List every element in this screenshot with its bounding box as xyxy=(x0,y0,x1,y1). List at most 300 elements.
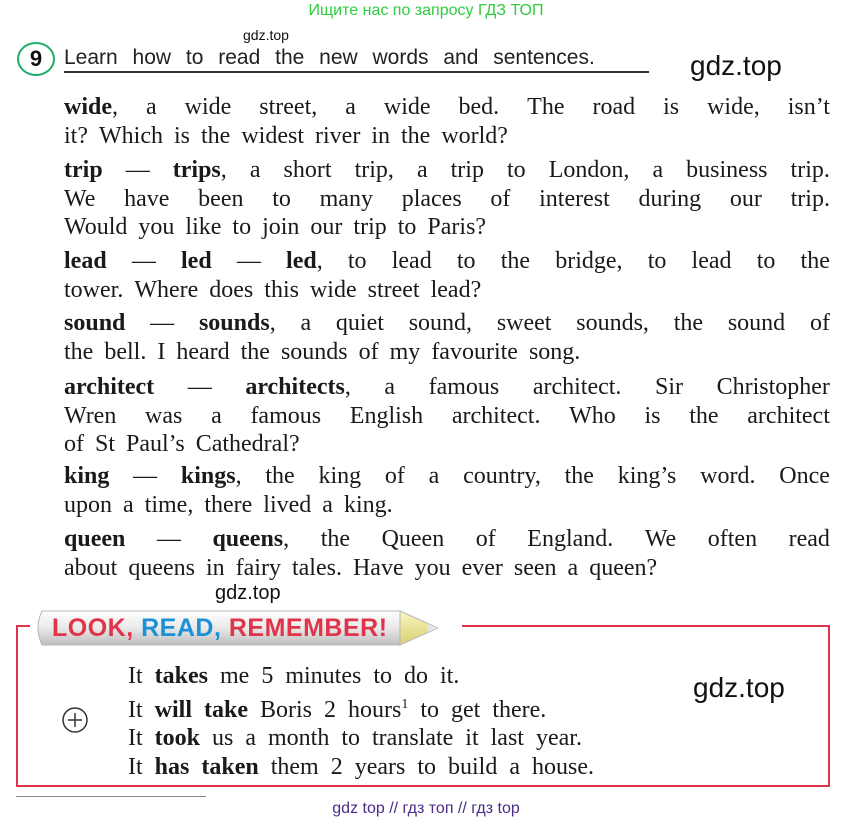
footnote-marker: 1 xyxy=(401,696,409,712)
word xyxy=(123,491,134,520)
word xyxy=(353,213,386,242)
word xyxy=(181,462,242,491)
text-segment: trip, xyxy=(354,157,394,183)
text-segment: there xyxy=(204,491,253,518)
text-segment: Once xyxy=(779,463,830,489)
text-segment: in xyxy=(371,122,390,149)
headword: trip xyxy=(64,157,103,183)
word xyxy=(409,309,472,338)
word xyxy=(700,462,755,491)
headword: sound xyxy=(64,310,126,336)
word xyxy=(132,247,156,276)
word xyxy=(145,491,194,520)
word xyxy=(390,338,421,367)
text-segment: of xyxy=(384,463,405,489)
text-segment: world? xyxy=(441,122,508,149)
headword: lead xyxy=(64,248,107,274)
word xyxy=(64,430,84,459)
word xyxy=(263,491,311,520)
word xyxy=(589,554,657,583)
word xyxy=(791,185,830,214)
word xyxy=(717,373,830,402)
text-segment: bed. xyxy=(458,94,500,120)
entry-line xyxy=(64,491,830,520)
word xyxy=(371,122,390,151)
text-segment: , xyxy=(316,248,323,274)
text-segment: It xyxy=(128,753,155,780)
text-segment: the xyxy=(500,248,531,274)
text-segment: Paul’s xyxy=(126,431,185,457)
text-segment: — xyxy=(131,248,156,274)
word xyxy=(462,554,503,583)
text-segment: my xyxy=(389,338,421,365)
word xyxy=(64,122,88,151)
rule-sentence xyxy=(128,724,594,753)
text-segment: a xyxy=(384,374,396,400)
word xyxy=(138,213,174,242)
text-segment: king’s xyxy=(617,463,677,489)
text-segment: St xyxy=(95,431,116,457)
text-segment: queens xyxy=(128,554,195,581)
text-segment: tower. xyxy=(64,276,124,303)
word xyxy=(206,554,225,583)
word xyxy=(757,247,776,276)
word xyxy=(64,276,123,305)
headword: queens xyxy=(212,526,284,552)
rule-sentence xyxy=(128,691,594,725)
word xyxy=(310,213,342,242)
text-segment: a xyxy=(249,157,261,183)
text-segment: the xyxy=(320,526,351,552)
text-segment: interest xyxy=(539,185,610,212)
word xyxy=(315,122,360,151)
word xyxy=(402,185,462,214)
text-segment: Cathedral? xyxy=(195,431,300,457)
entry-line xyxy=(64,309,830,338)
word xyxy=(95,430,115,459)
word xyxy=(728,309,785,338)
text-segment: , xyxy=(269,310,276,336)
headword: takes xyxy=(154,663,209,689)
word xyxy=(300,309,311,338)
text-segment: upon xyxy=(64,491,112,518)
word xyxy=(126,430,185,459)
text-segment: you xyxy=(138,214,175,240)
text-segment: bridge, xyxy=(555,248,623,274)
text-segment: to get there. xyxy=(408,696,547,723)
remember-word: REMEMBER! xyxy=(228,614,388,642)
word xyxy=(173,156,227,185)
text-segment: to xyxy=(397,214,417,240)
word xyxy=(64,462,109,491)
text-segment: Which xyxy=(99,122,163,149)
text-segment: does xyxy=(209,276,254,303)
word xyxy=(568,554,579,583)
text-segment: have xyxy=(124,185,170,212)
text-segment: — xyxy=(156,526,181,552)
word xyxy=(645,525,676,554)
word xyxy=(262,213,299,242)
text-segment: about xyxy=(64,554,118,581)
word xyxy=(417,156,428,185)
word xyxy=(565,462,594,491)
word xyxy=(708,525,757,554)
text-segment: was xyxy=(145,402,183,429)
text-segment: seen xyxy=(513,554,557,581)
word xyxy=(692,247,732,276)
text-segment: a xyxy=(652,157,664,183)
text-segment: favourite xyxy=(431,338,518,365)
word xyxy=(507,156,526,185)
word xyxy=(196,430,300,459)
word xyxy=(64,554,117,583)
word xyxy=(344,491,393,520)
headword: led xyxy=(181,248,212,274)
word xyxy=(501,247,530,276)
text-segment: to xyxy=(507,157,526,183)
word xyxy=(64,491,112,520)
vocabulary-entry xyxy=(64,373,830,459)
rule-sentence xyxy=(128,753,594,782)
word xyxy=(201,122,230,151)
word xyxy=(64,93,118,122)
text-segment: join xyxy=(262,214,300,240)
text-segment: song. xyxy=(528,338,581,365)
headword: trips xyxy=(172,157,221,183)
word xyxy=(431,276,482,305)
text-segment: the xyxy=(240,338,270,365)
exercise-number-badge: 9 xyxy=(17,42,55,76)
word xyxy=(321,525,350,554)
entry-line xyxy=(64,93,830,122)
word xyxy=(429,462,440,491)
text-segment: our xyxy=(729,185,762,212)
text-segment: isn’t xyxy=(787,94,830,120)
word xyxy=(124,185,169,214)
word xyxy=(401,122,430,151)
word xyxy=(284,156,332,185)
text-segment: of xyxy=(475,526,496,552)
text-segment: the xyxy=(265,463,295,489)
text-segment: architect. xyxy=(451,402,541,429)
entry-line xyxy=(64,247,830,276)
word xyxy=(259,93,317,122)
word xyxy=(146,93,157,122)
text-segment: the xyxy=(689,402,719,429)
text-segment: in xyxy=(205,554,225,581)
word xyxy=(348,247,367,276)
word xyxy=(459,93,500,122)
footer-links: gdz top // гдз топ // гдз top xyxy=(332,800,520,817)
text-segment: We xyxy=(644,526,677,552)
word xyxy=(212,525,289,554)
headword: will take xyxy=(154,696,248,723)
word xyxy=(198,185,243,214)
text-segment: — xyxy=(133,463,158,489)
word xyxy=(64,213,127,242)
word xyxy=(145,402,182,431)
word xyxy=(686,156,767,185)
text-segment: lead xyxy=(391,248,432,274)
word xyxy=(64,338,93,367)
text-segment: street, xyxy=(259,94,318,120)
entry-line xyxy=(64,338,830,367)
text-segment: sound xyxy=(727,310,786,336)
word xyxy=(514,554,557,583)
word xyxy=(576,309,649,338)
look-read-remember-banner xyxy=(30,605,440,649)
word xyxy=(415,554,451,583)
word xyxy=(204,491,252,520)
text-segment: England. xyxy=(527,526,614,552)
text-segment: a xyxy=(345,94,356,120)
text-segment: sound, xyxy=(408,310,473,336)
text-segment: Have xyxy=(352,554,404,581)
word xyxy=(490,185,510,214)
text-segment: ever xyxy=(461,554,503,581)
text-segment: wide xyxy=(383,94,431,120)
text-segment: trip xyxy=(353,214,387,240)
text-segment: a xyxy=(416,157,428,183)
word xyxy=(788,93,830,122)
word xyxy=(353,554,404,583)
word xyxy=(385,462,405,491)
text-segment: Would xyxy=(64,214,128,240)
entry-line xyxy=(64,122,830,151)
word xyxy=(392,247,432,276)
text-segment: , xyxy=(235,463,242,489)
text-segment: them 2 years to build a house. xyxy=(258,753,594,780)
text-segment: Wren xyxy=(64,402,117,429)
vocabulary-entry xyxy=(64,462,830,519)
word xyxy=(689,402,718,431)
word xyxy=(431,338,518,367)
text-segment: the xyxy=(564,463,594,489)
word xyxy=(384,93,431,122)
word xyxy=(64,156,103,185)
text-segment: — xyxy=(125,157,150,183)
word xyxy=(382,525,445,554)
word xyxy=(188,373,212,402)
watermark-middle: gdz.top xyxy=(215,582,281,604)
text-segment: of xyxy=(358,338,379,365)
word xyxy=(674,309,703,338)
entry-line xyxy=(64,462,830,491)
word xyxy=(181,247,212,276)
word xyxy=(250,156,261,185)
word xyxy=(457,247,476,276)
word xyxy=(463,462,541,491)
word xyxy=(265,462,294,491)
text-segment: often xyxy=(707,526,758,552)
word xyxy=(185,93,232,122)
entry-line xyxy=(64,554,830,583)
text-segment: Sir xyxy=(655,374,684,400)
headword: sounds xyxy=(198,310,270,336)
word xyxy=(441,122,508,151)
text-segment: sweet xyxy=(496,310,552,336)
vocabulary-entry xyxy=(64,525,830,582)
text-segment: architect. xyxy=(532,374,622,400)
word xyxy=(359,338,379,367)
word xyxy=(549,156,630,185)
word xyxy=(232,213,251,242)
headword: architects xyxy=(245,374,345,400)
word xyxy=(655,373,683,402)
entry-line xyxy=(64,402,830,431)
text-segment: famous xyxy=(250,402,322,429)
rule-sentence xyxy=(128,662,594,691)
text-segment: a xyxy=(145,94,157,120)
word xyxy=(368,276,420,305)
word xyxy=(345,93,356,122)
word xyxy=(451,156,484,185)
text-segment: a xyxy=(567,554,579,581)
word xyxy=(292,554,342,583)
entry-line xyxy=(64,213,830,242)
footnote-rule xyxy=(16,796,206,797)
word xyxy=(199,309,276,338)
text-segment: — xyxy=(150,310,175,336)
word xyxy=(157,525,181,554)
text-segment: a xyxy=(211,402,222,429)
text-segment: wide xyxy=(184,94,232,120)
text-segment: Who xyxy=(569,402,616,429)
text-segment: is xyxy=(663,94,680,120)
read-word: READ, xyxy=(141,614,222,642)
text-segment: me 5 minutes to do it. xyxy=(208,663,460,689)
word xyxy=(663,93,679,122)
word xyxy=(476,525,496,554)
word xyxy=(286,247,323,276)
text-segment: of xyxy=(490,185,511,212)
entry-line xyxy=(64,373,830,402)
word xyxy=(569,402,616,431)
text-segment: our xyxy=(310,214,343,240)
text-segment: , xyxy=(220,157,227,183)
text-segment: Boris 2 hours xyxy=(248,696,402,723)
text-segment: English xyxy=(349,402,424,429)
text-segment: time, xyxy=(144,491,194,518)
word xyxy=(99,122,163,151)
word xyxy=(64,373,154,402)
word xyxy=(157,338,165,367)
watermark-small: gdz.top xyxy=(243,27,289,43)
text-segment: to xyxy=(347,248,367,274)
word xyxy=(310,276,357,305)
text-segment: , xyxy=(112,94,118,120)
text-segment: famous xyxy=(428,374,500,400)
text-segment: the xyxy=(800,248,830,274)
word xyxy=(779,462,830,491)
word xyxy=(791,156,830,185)
headword: king xyxy=(64,463,110,489)
text-segment: wide xyxy=(309,276,357,303)
word xyxy=(648,247,667,276)
word xyxy=(64,185,95,214)
word xyxy=(264,276,299,305)
word xyxy=(429,373,500,402)
text-segment: is xyxy=(173,122,190,149)
text-segment: Where xyxy=(134,276,199,303)
text-segment: fairy xyxy=(235,554,281,581)
word xyxy=(322,491,333,520)
word xyxy=(128,554,195,583)
text-segment: sounds xyxy=(280,338,348,365)
text-segment: , xyxy=(283,526,290,552)
text-segment: you xyxy=(414,554,451,581)
headword: wide xyxy=(64,94,112,120)
text-segment: this xyxy=(264,276,299,303)
vocabulary-entry xyxy=(64,156,830,242)
word xyxy=(618,462,677,491)
text-segment: queen? xyxy=(589,554,658,581)
word xyxy=(527,93,564,122)
text-segment: a xyxy=(123,491,134,518)
text-segment: word. xyxy=(700,463,756,489)
exercise-instruction: Learn how to read the new words and sentences. xyxy=(64,46,595,69)
word xyxy=(133,462,157,491)
text-segment: many xyxy=(319,185,373,212)
word xyxy=(527,525,613,554)
text-segment: country, xyxy=(463,463,541,489)
text-segment: places xyxy=(401,185,462,212)
word xyxy=(555,247,622,276)
word xyxy=(64,525,125,554)
word xyxy=(639,185,702,214)
text-segment: short xyxy=(283,157,332,183)
word xyxy=(497,309,552,338)
word xyxy=(176,338,229,367)
word xyxy=(250,402,321,431)
word xyxy=(64,309,125,338)
text-segment: tales. xyxy=(291,554,342,581)
text-segment: the xyxy=(64,338,94,365)
word xyxy=(730,185,762,214)
vocabulary-entry xyxy=(64,309,830,366)
word xyxy=(427,213,486,242)
text-segment: business xyxy=(686,157,768,183)
text-segment: river xyxy=(315,122,361,149)
text-segment: street xyxy=(367,276,420,303)
text-segment: king. xyxy=(343,491,393,518)
text-segment: lead? xyxy=(430,276,482,303)
instruction-underline xyxy=(64,71,649,73)
vocabulary-entry xyxy=(64,247,830,304)
text-segment: lead xyxy=(691,248,732,274)
entry-line xyxy=(64,525,830,554)
text-segment: to xyxy=(232,214,252,240)
word xyxy=(452,402,541,431)
text-segment: wide, xyxy=(707,94,760,120)
text-segment: bell. xyxy=(104,338,147,365)
watermark-top-right: gdz.top xyxy=(690,50,782,81)
word xyxy=(652,156,663,185)
text-segment: to xyxy=(272,185,291,212)
word xyxy=(592,93,635,122)
word xyxy=(185,213,221,242)
headword: took xyxy=(154,725,201,751)
watermark-box: gdz.top xyxy=(693,672,785,703)
entry-line xyxy=(64,156,830,185)
word xyxy=(241,122,304,151)
text-segment: Christopher xyxy=(716,374,830,400)
text-segment: the xyxy=(400,122,431,149)
word xyxy=(810,309,830,338)
word xyxy=(318,462,361,491)
word xyxy=(272,185,291,214)
word xyxy=(355,156,394,185)
